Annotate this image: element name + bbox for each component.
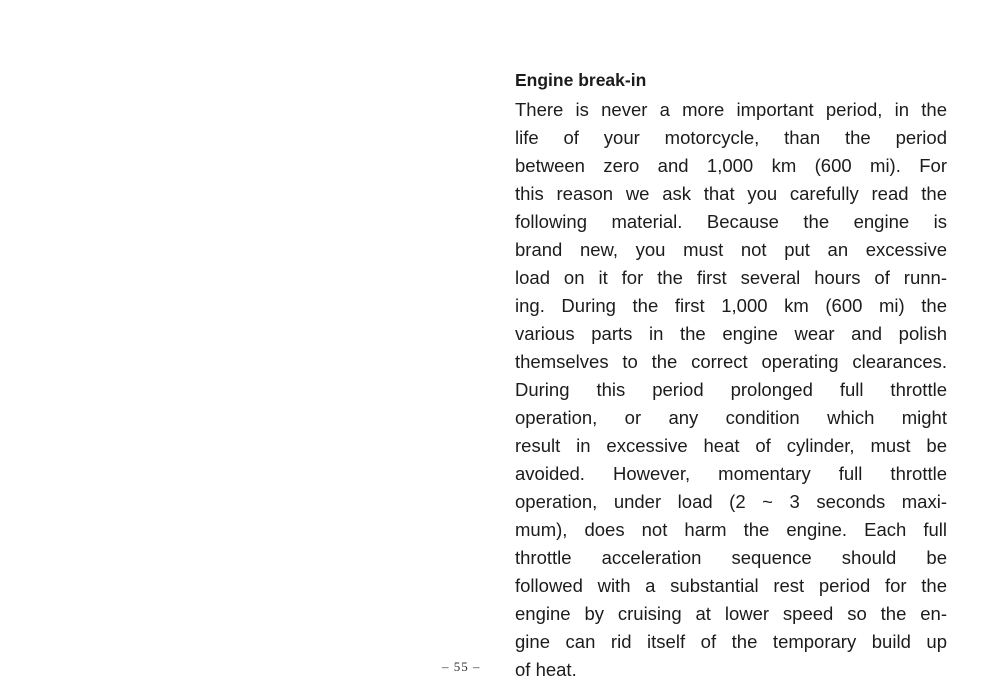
paragraph-line: following material. Because the engine is xyxy=(515,211,947,232)
paragraph-line: operation, or any condition which might xyxy=(515,407,947,428)
paragraph-line: life of your motorcycle, than the period xyxy=(515,127,947,148)
paragraph-line: brand new, you must not put an excessive xyxy=(515,239,947,260)
paragraph-line: various parts in the engine wear and polish xyxy=(515,323,947,344)
paragraph-line: gine can rid itself of the temporary build up xyxy=(515,631,947,652)
page-number: – 55 – xyxy=(442,659,481,674)
paragraph-line: of heat. xyxy=(515,659,577,680)
paragraph-line: this reason we ask that you carefully read the xyxy=(515,183,947,204)
paragraph-line: throttle acceleration sequence should be xyxy=(515,547,947,568)
paragraph-line: result in excessive heat of cylinder, must be xyxy=(515,435,947,456)
paragraph-line: During this period prolonged full throttle xyxy=(515,379,947,400)
paragraph-line: themselves to the correct operating clearances. xyxy=(515,351,947,372)
body-paragraph xyxy=(515,96,947,684)
section-heading: Engine break-in xyxy=(515,70,647,90)
paragraph-line: followed with a substantial rest period for the xyxy=(515,575,947,596)
paragraph-line: between zero and 1,000 km (600 mi). For xyxy=(515,155,947,176)
paragraph-line: avoided. However, momentary full throttle xyxy=(515,463,947,484)
paragraph-line: engine by cruising at lower speed so the en- xyxy=(515,603,947,624)
paragraph-line: mum), does not harm the engine. Each full xyxy=(515,519,947,540)
paragraph-line: load on it for the first several hours of runn- xyxy=(515,267,947,288)
paragraph-line: operation, under load (2 ~ 3 seconds maxi- xyxy=(515,491,947,512)
paragraph-line: There is never a more important period, in the xyxy=(515,99,947,120)
paragraph-line: ing. During the first 1,000 km (600 mi) the xyxy=(515,295,947,316)
